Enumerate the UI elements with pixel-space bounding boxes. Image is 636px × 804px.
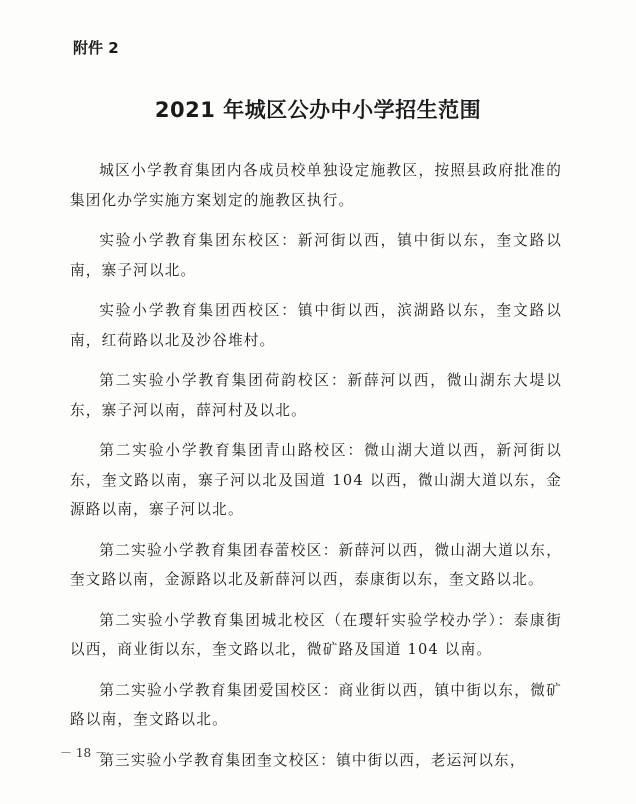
paragraph-heyun: 第二实验小学教育集团荷韵校区：新薛河以西，微山湖东大堤以东，寨子河以南，薛河村及以北。 [70,372,562,419]
document-title: 2021 年城区公办中小学招生范围 [154,98,482,122]
paragraph-intro: 城区小学教育集团内各成员校单独设定施教区，按照县政府批准的集团化办学实施方案划定的施教区执行。 [70,162,562,209]
paragraph-shiyan-east: 实验小学教育集团东校区：新河街以西，镇中街以东，奎文路以南，寨子河以北。 [70,232,562,279]
paragraph-shiyan-west: 实验小学教育集团西校区：镇中街以西，滨湖路以东，奎文路以南，红荷路以北及沙谷堆村。 [70,302,562,349]
paragraph-chengbei: 第二实验小学教育集团城北校区（在璎轩实验学校办学）：泰康街以西，商业街以东，奎文路以北，微矿路及国道 104 以南。 [70,611,562,658]
paragraph-aiguo: 第二实验小学教育集团爱国校区：商业街以西，镇中街以东，微矿路以南，奎文路以北。 [70,681,562,728]
page-number: － 18 － [60,746,107,760]
paragraph-chunlei: 第二实验小学教育集团春蕾校区：新薛河以西，微山湖大道以东，奎文路以南，金源路以北及新薛河以西，泰康街以东，奎文路以北。 [70,541,562,588]
attachment-label: 附件 2 [73,39,119,57]
document-body [70,156,562,786]
paragraph-qingshanlu: 第二实验小学教育集团青山路校区：微山湖大道以西，新河街以东，奎文路以南，寨子河以北及国道 104 以西，微山湖大道以东，金源路以南，寨子河以北。 [70,442,562,518]
paragraph-kuiwen: 第三实验小学教育集团奎文校区：镇中街以西，老运河以东， [99,751,526,769]
